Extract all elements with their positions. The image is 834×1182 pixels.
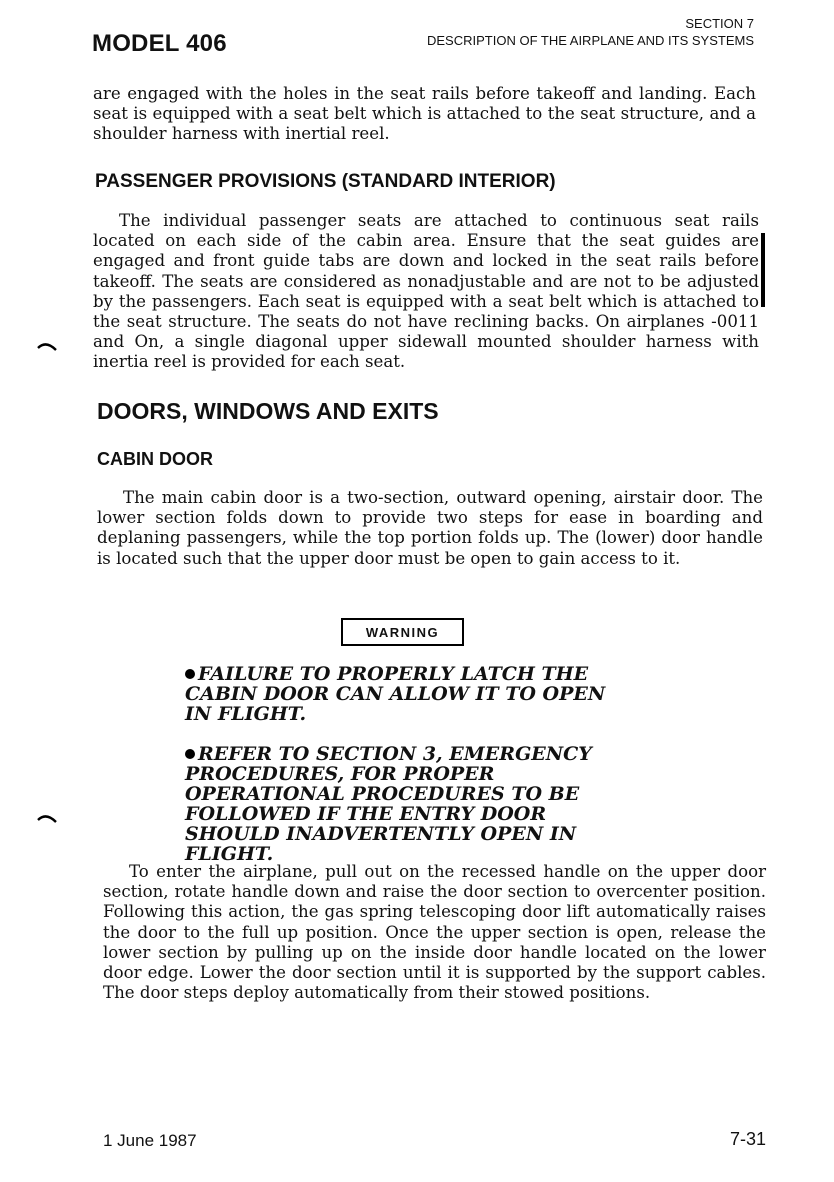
section-title: DESCRIPTION OF THE AIRPLANE AND ITS SYSTEMS bbox=[427, 33, 754, 48]
footer-date: 1 June 1987 bbox=[103, 1131, 197, 1150]
passenger-provisions-body: The individual passenger seats are attached to continuous seat rails located on each side of the cabin area. Ensure that the seat guides are engaged and front guide tabs are down and locked in the seat rails before takeoff. The seats are considered as nonadjustable and are not to be adjusted by the passengers. Each seat is equipped with a seat belt which is attached to the seat structure. The seats do not have reclining backs. On airplanes -0011 and On, a single diagonal upper sidewall mounted shoulder harness with inertia reel is provided for each seat. bbox=[93, 211, 759, 372]
warning-item bbox=[185, 744, 635, 864]
warning-label: WARNING bbox=[341, 618, 464, 646]
cabin-door-subheading: CABIN DOOR bbox=[97, 449, 213, 469]
revision-mark-icon bbox=[36, 810, 58, 826]
bullet-icon bbox=[185, 749, 195, 759]
section-header bbox=[427, 15, 754, 49]
revision-mark-icon bbox=[36, 338, 58, 354]
doors-windows-exits-heading: DOORS, WINDOWS AND EXITS bbox=[97, 398, 439, 424]
section-number: SECTION 7 bbox=[685, 16, 754, 31]
revision-bar bbox=[761, 233, 765, 307]
entry-procedure-paragraph: To enter the airplane, pull out on the recessed handle on the upper door section, rotate handle down and raise the door section to overcenter position. Following this action, the gas spring telescoping door lift automatically raises the door to the full up position. Once the upper section is open, release the lower section by pulling up on the inside door handle located on the lower door edge. Lower the door section until it is supported by the support cables. The door steps deploy automatically from their stowed positions. bbox=[103, 862, 766, 1003]
warning-item-text: FAILURE TO PROPERLY LATCH THE CABIN DOOR CAN ALLOW IT TO OPEN IN FLIGHT. bbox=[185, 663, 606, 725]
intro-paragraph: are engaged with the holes in the seat rails before takeoff and landing. Each seat is equipped with a seat belt which is attached to the seat structure, and a shoulder harness with inertial reel. bbox=[93, 84, 756, 144]
model-title: MODEL 406 bbox=[92, 30, 227, 57]
warning-item-text: REFER TO SECTION 3, EMERGENCY PROCEDURES, FOR PROPER OPERATIONAL PROCEDURES TO BE FOLLOWED IF THE ENTRY DOOR SHOULD INADVERTENTLY OPEN IN FLIGHT. bbox=[185, 743, 592, 865]
page-number: 7-31 bbox=[729, 1129, 766, 1149]
cabin-door-body: The main cabin door is a two-section, outward opening, airstair door. The lower section folds down to provide two steps for ease in boarding and deplaning passengers, while the top portion folds up. The (lower) door handle is located such that the upper door must be open to gain access to it. bbox=[97, 488, 763, 568]
bullet-icon bbox=[185, 669, 195, 679]
warning-item bbox=[185, 664, 635, 724]
passenger-provisions-heading: PASSENGER PROVISIONS (STANDARD INTERIOR) bbox=[95, 171, 556, 192]
